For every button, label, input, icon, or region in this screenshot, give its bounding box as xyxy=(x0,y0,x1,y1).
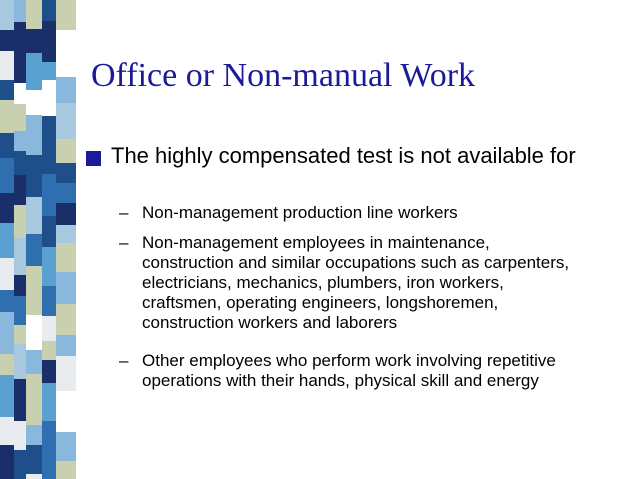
mosaic-tile xyxy=(42,216,56,247)
main-bullet-text: The highly compensated test is not available for xyxy=(111,143,576,168)
mosaic-tile xyxy=(56,225,76,243)
mosaic-tile xyxy=(26,197,42,234)
sub-bullet-text: Non-management employees in maintenance, construction and similar occupations such as carpenters, electricians, mechanics, plumbers, iron workers, craftsmen, operating engineers, longshoremen, construction workers and laborers xyxy=(142,233,570,332)
sub-bullet-1 xyxy=(119,203,619,223)
mosaic-tile xyxy=(56,335,76,356)
mosaic-tile xyxy=(14,344,26,379)
mosaic-tile xyxy=(14,450,26,479)
mosaic-tile xyxy=(42,421,56,443)
mosaic-tile xyxy=(56,356,76,391)
mosaic-tile xyxy=(26,155,42,197)
mosaic-tile xyxy=(14,131,26,151)
mosaic-tile xyxy=(0,30,14,51)
mosaic-tile xyxy=(26,350,42,374)
mosaic-tile xyxy=(26,292,42,315)
mosaic-tile xyxy=(56,183,76,203)
mosaic-tile xyxy=(14,296,26,325)
mosaic-tile xyxy=(14,0,26,22)
mosaic-tile xyxy=(26,234,42,266)
mosaic-tile xyxy=(14,421,26,450)
mosaic-tile xyxy=(26,474,42,479)
square-bullet-icon xyxy=(86,151,101,166)
mosaic-tile xyxy=(56,461,76,479)
mosaic-tile xyxy=(0,133,14,158)
mosaic-tile xyxy=(42,316,56,341)
mosaic-tile xyxy=(0,417,14,445)
mosaic-tile xyxy=(56,272,76,304)
mosaic-tile xyxy=(14,275,26,296)
mosaic-tile xyxy=(26,90,42,115)
mosaic-tile xyxy=(56,304,76,335)
mosaic-tile xyxy=(26,115,42,155)
dash-bullet-icon: – xyxy=(119,233,129,252)
mosaic-tile xyxy=(42,286,56,316)
mosaic-tile xyxy=(0,158,14,193)
mosaic-tile xyxy=(14,325,26,344)
mosaic-tile xyxy=(42,21,56,62)
mosaic-tile xyxy=(14,379,26,421)
mosaic-tile xyxy=(0,354,14,375)
mosaic-tile xyxy=(56,163,76,183)
mosaic-tile xyxy=(56,139,76,163)
mosaic-tile xyxy=(26,315,42,350)
mosaic-tile xyxy=(14,151,26,175)
sub-bullet-2 xyxy=(119,233,619,333)
mosaic-tile xyxy=(14,22,26,51)
mosaic-tile xyxy=(56,103,76,139)
mosaic-tile xyxy=(56,0,76,30)
dash-bullet-icon: – xyxy=(119,351,129,370)
mosaic-tile xyxy=(26,445,42,474)
mosaic-tile xyxy=(42,0,56,21)
sub-bullet-3 xyxy=(119,351,619,391)
mosaic-tile xyxy=(0,0,14,30)
mosaic-tile xyxy=(0,375,14,417)
mosaic-tile xyxy=(56,243,76,272)
mosaic-tile xyxy=(0,51,14,80)
mosaic-tile xyxy=(42,174,56,196)
mosaic-tile xyxy=(56,391,76,432)
mosaic-tile xyxy=(26,266,42,292)
mosaic-tile xyxy=(26,392,42,425)
mosaic-tile xyxy=(26,0,42,29)
mosaic-tile xyxy=(26,29,42,53)
mosaic-tile xyxy=(14,205,26,238)
decorative-mosaic-strip xyxy=(0,0,76,479)
mosaic-tile xyxy=(14,104,26,131)
dash-bullet-icon: – xyxy=(119,203,129,222)
sub-bullet-text: Other employees who perform work involving repetitive operations with their hands, physical skill and energy xyxy=(142,351,556,390)
mosaic-tile xyxy=(0,312,14,354)
mosaic-tile xyxy=(0,80,14,100)
mosaic-tile xyxy=(0,258,14,290)
mosaic-tile xyxy=(14,238,26,275)
mosaic-tile xyxy=(42,62,56,80)
mosaic-tile xyxy=(14,175,26,205)
mosaic-tile xyxy=(42,383,56,421)
mosaic-tile xyxy=(26,425,42,445)
mosaic-tile xyxy=(56,432,76,461)
mosaic-tile xyxy=(56,48,76,77)
mosaic-tile xyxy=(0,290,14,312)
mosaic-tile xyxy=(42,360,56,383)
mosaic-tile xyxy=(14,51,26,83)
mosaic-tile xyxy=(42,116,56,151)
mosaic-tile xyxy=(42,341,56,360)
mosaic-tile xyxy=(0,223,14,258)
mosaic-tile xyxy=(42,247,56,286)
mosaic-tile xyxy=(42,443,56,477)
mosaic-tile xyxy=(0,100,14,133)
sub-bullet-text: Non-management production line workers xyxy=(142,203,458,222)
mosaic-tile xyxy=(56,203,76,225)
mosaic-tile xyxy=(0,445,14,479)
mosaic-tile xyxy=(14,83,26,104)
mosaic-tile xyxy=(56,77,76,103)
slide-title: Office or Non-manual Work xyxy=(91,57,476,94)
mosaic-tile xyxy=(0,193,14,223)
mosaic-tile xyxy=(42,151,56,174)
mosaic-tile xyxy=(56,30,76,48)
mosaic-tile xyxy=(42,80,56,116)
mosaic-tile xyxy=(42,196,56,216)
mosaic-tile xyxy=(26,374,42,392)
mosaic-tile xyxy=(26,53,42,90)
